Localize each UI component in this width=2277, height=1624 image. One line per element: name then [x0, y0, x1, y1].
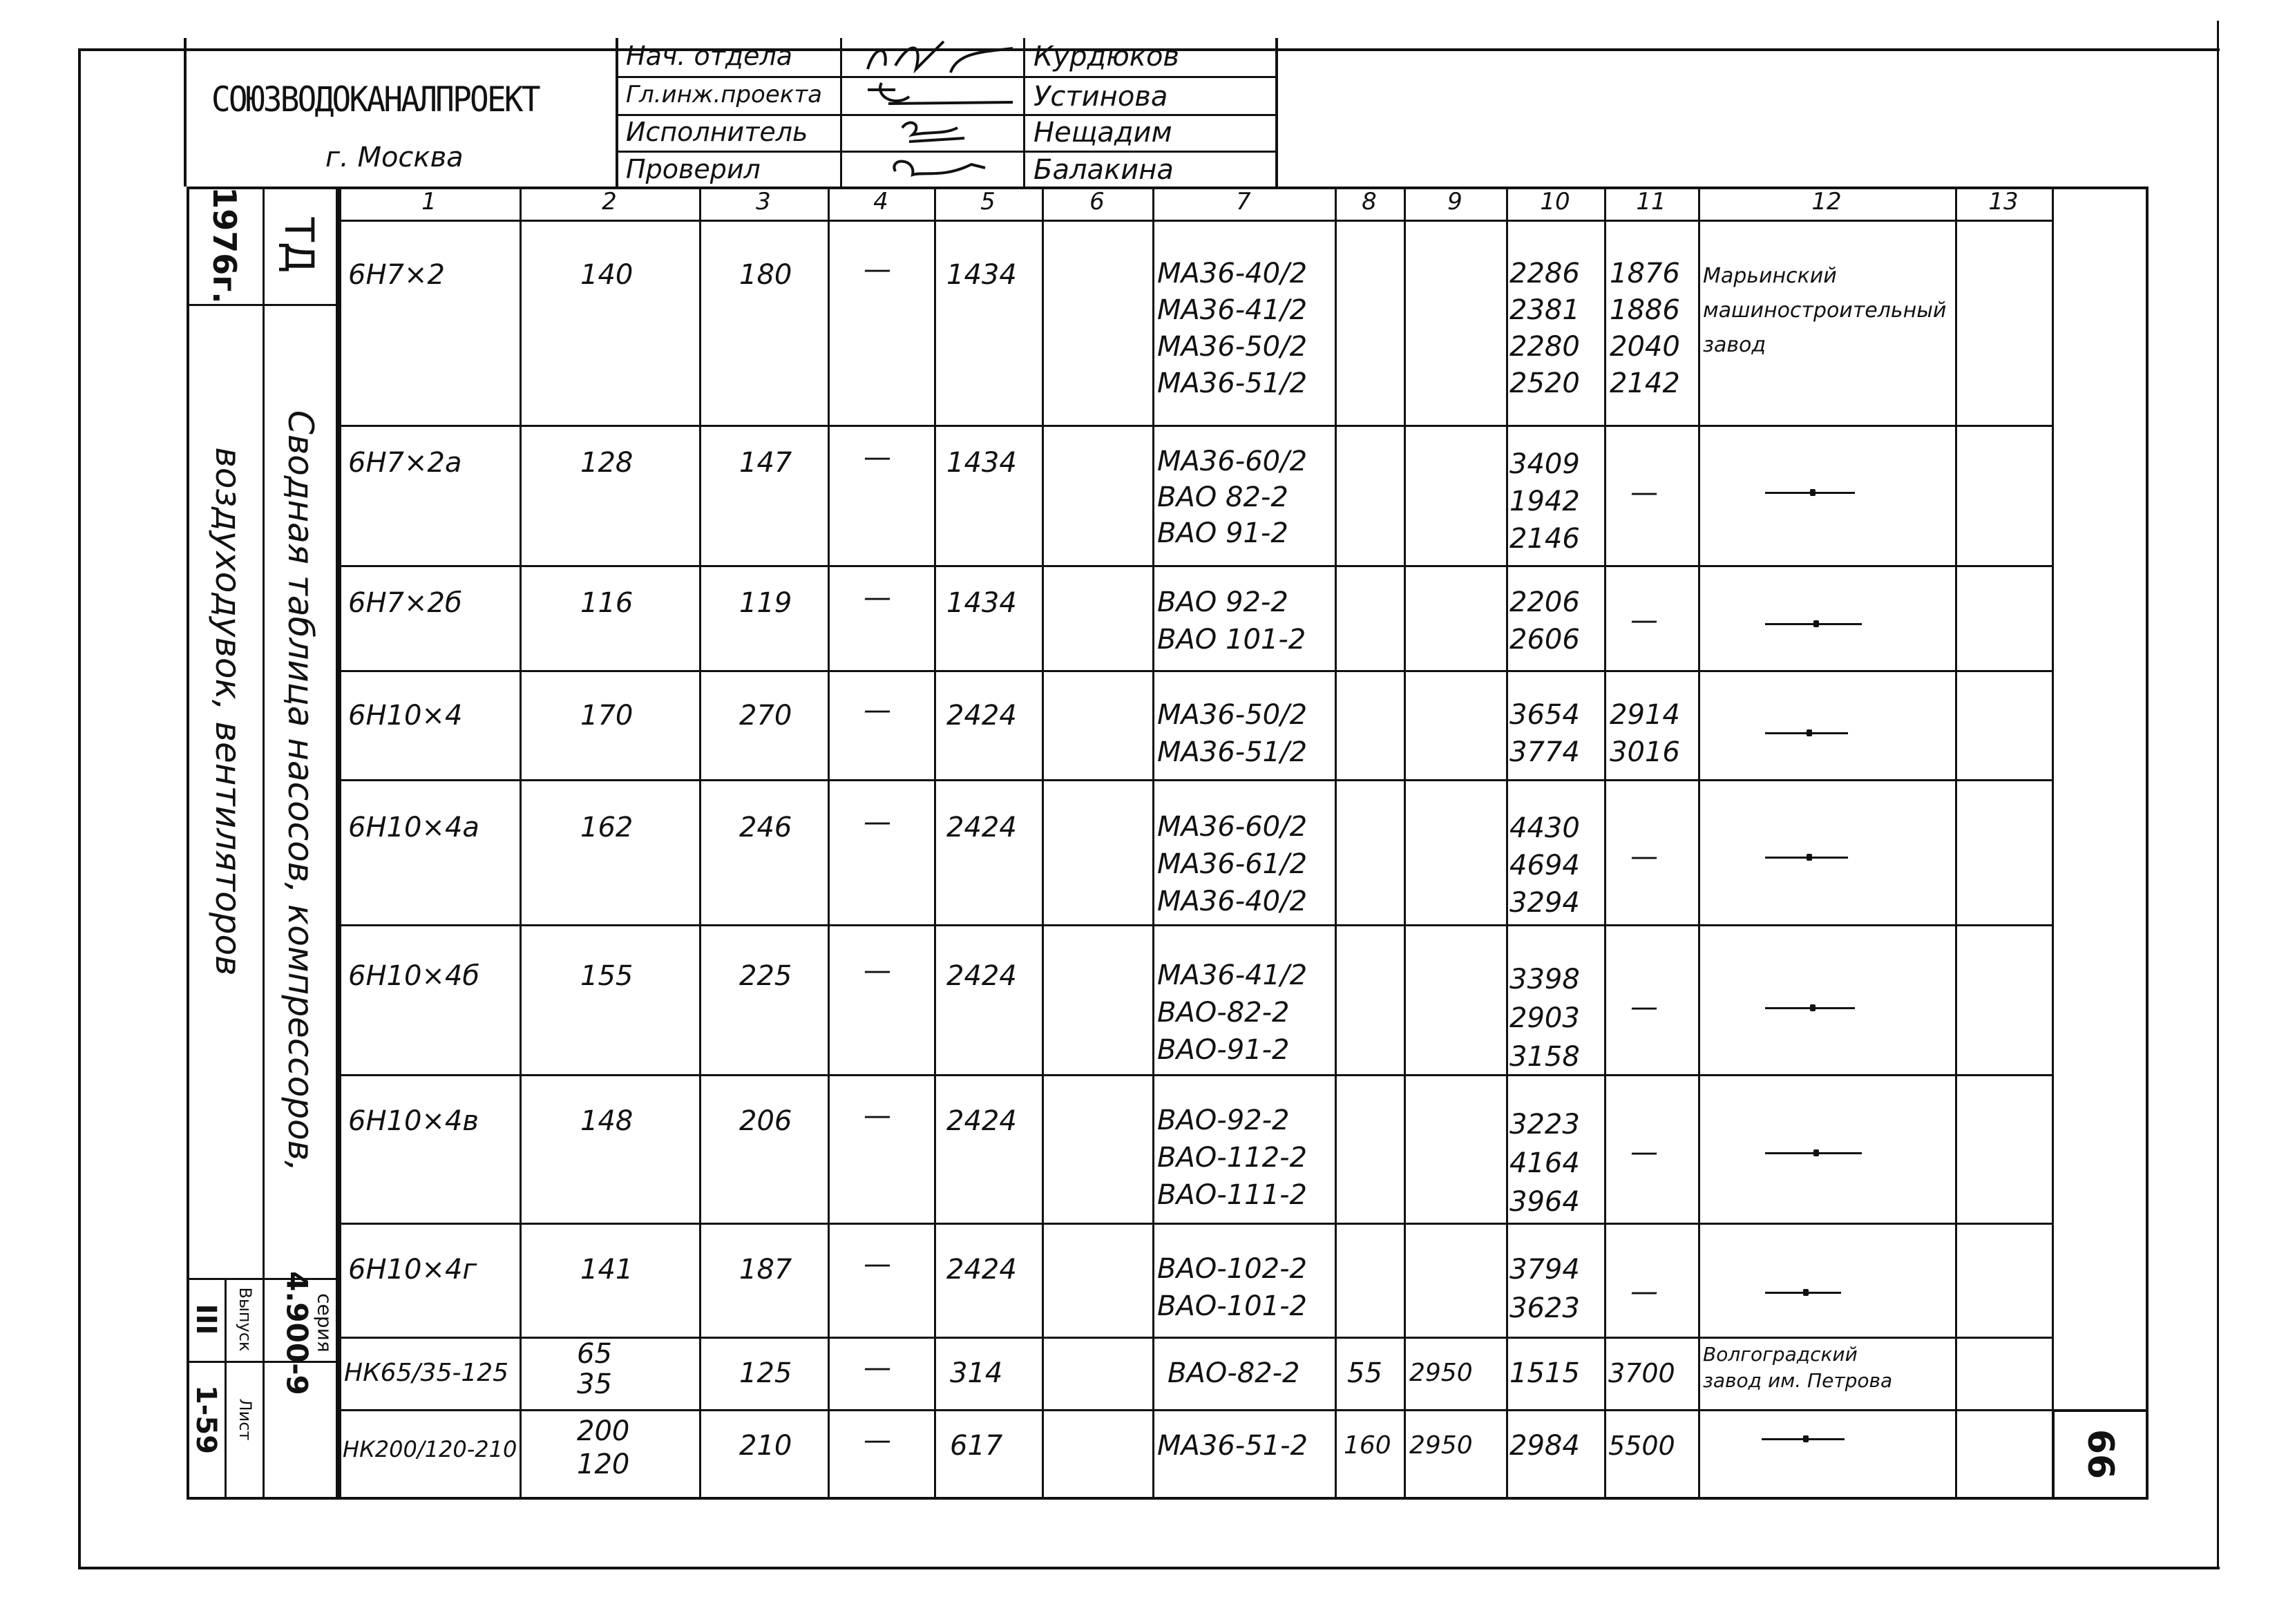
cell-r3-c7: ВАО 92-2 ВАО 101-2 [1157, 586, 1306, 656]
cell-r9-c4: — [864, 1352, 891, 1384]
col-header-6: 6 [1089, 188, 1105, 216]
col-header-2: 2 [602, 188, 617, 216]
cell-r4-c5: 2424 [946, 700, 1017, 732]
cell-r9-c2: 65 35 [577, 1338, 612, 1400]
cell-r9-c7: ВАО-82-2 [1168, 1357, 1300, 1389]
cell-r9-c11: 3700 [1608, 1358, 1675, 1388]
col-header-11: 11 [1636, 188, 1666, 216]
cell-r3-c10: 2206 2606 [1509, 586, 1580, 656]
cell-r4-c1: 6Н10×4 [348, 700, 463, 732]
cell-r4-c2: 170 [580, 700, 633, 732]
cell-r7-c2: 148 [580, 1105, 633, 1137]
page-number: 66 [2079, 1429, 2121, 1480]
cell-r2-c10: 3409 1942 2146 [1509, 448, 1580, 555]
cell-r8-c11: — [1630, 1276, 1658, 1308]
cell-r1-c1: 6Н7×2 [348, 259, 445, 291]
cell-r8-c2: 141 [580, 1254, 633, 1286]
cell-r8-c7: ВАО-102-2 ВАО-101-2 [1157, 1253, 1307, 1322]
col-header-13: 13 [1988, 188, 2019, 216]
cell-r6-c12-ditto [1765, 1007, 1855, 1009]
cell-r5-c1: 6Н10×4а [348, 812, 479, 843]
cell-r8-c1: 6Н10×4г [348, 1254, 477, 1286]
signature-2 [847, 76, 1020, 114]
cell-r9-c8: 55 [1347, 1357, 1382, 1389]
cell-r6-c10: 3398 2903 3158 [1509, 964, 1580, 1073]
document-code: ТД [276, 217, 323, 274]
cell-r5-c11: — [1630, 841, 1658, 872]
cell-r8-c3: 187 [739, 1254, 792, 1286]
cell-r9-c5: 314 [950, 1357, 1003, 1389]
cell-r4-c10: 3654 3774 [1509, 699, 1580, 768]
cell-r10-c1: НК200/120-210 [343, 1436, 517, 1462]
cell-r9-c3: 125 [739, 1357, 792, 1389]
stamp-role-4: Проверил [626, 154, 761, 184]
cell-r9-c12: Волгоградский завод им. Петрова [1703, 1343, 1893, 1392]
issue-label: Выпуск [236, 1287, 255, 1352]
cell-r9-c9: 2950 [1409, 1359, 1473, 1387]
stamp-name-2: Устинова [1033, 81, 1168, 113]
cell-r5-c2: 162 [580, 812, 633, 843]
cell-r6-c1: 6Н10×4б [348, 960, 480, 992]
pump-table [339, 187, 2149, 1499]
cell-r7-c1: 6Н10×4в [348, 1105, 479, 1137]
year: 1976г. [206, 187, 243, 304]
cell-r5-c10: 4430 4694 3294 [1509, 812, 1580, 919]
cell-r4-c12-ditto [1765, 732, 1848, 734]
cell-r7-c12-ditto [1765, 1152, 1862, 1154]
col-header-3: 3 [756, 188, 771, 216]
title-line-2: воздуходувок, вентиляторов [208, 447, 248, 976]
cell-r10-c2: 200 120 [577, 1415, 630, 1480]
cell-r3-c2: 116 [580, 587, 633, 619]
cell-r3-c11: — [1630, 604, 1658, 636]
cell-r8-c5: 2424 [946, 1254, 1017, 1286]
cell-r1-c4: — [864, 254, 891, 285]
side-panel [187, 187, 339, 1499]
cell-r6-c2: 155 [580, 960, 633, 992]
organization-name: СОЮЗВОДОКАНАЛПРОЕКТ [211, 79, 539, 120]
cell-r10-c7: МА36-51-2 [1157, 1430, 1308, 1462]
cell-r7-c11: — [1630, 1136, 1658, 1168]
cell-r10-c12-ditto [1762, 1438, 1845, 1440]
stamp-role-3: Исполнитель [626, 117, 808, 147]
cell-r6-c3: 225 [739, 960, 792, 992]
cell-r5-c7: МА36-60/2 МА36-61/2 МА36-40/2 [1157, 811, 1308, 917]
signature-1 [847, 38, 1020, 76]
cell-r1-c10: 2286 2381 2280 2520 [1509, 258, 1580, 399]
cell-r2-c4: — [864, 441, 891, 473]
col-header-4: 4 [873, 188, 888, 216]
cell-r10-c5: 617 [950, 1430, 1003, 1462]
stamp-name-3: Нещадим [1033, 117, 1172, 149]
cell-r3-c12-ditto [1765, 623, 1862, 625]
cell-r9-c10: 1515 [1509, 1357, 1580, 1389]
cell-r10-c10: 2984 [1509, 1430, 1580, 1462]
cell-r7-c5: 2424 [946, 1105, 1017, 1137]
series-label: серия [313, 1293, 336, 1353]
cell-r6-c4: — [864, 955, 891, 986]
cell-r4-c11: 2914 3016 [1610, 699, 1680, 768]
col-header-1: 1 [421, 188, 437, 216]
col-header-7: 7 [1236, 188, 1251, 216]
cell-r8-c12-ditto [1765, 1292, 1841, 1294]
sheet-label: Лист [236, 1398, 255, 1441]
cell-r2-c7: МА36-60/2 ВАО 82-2 ВАО 91-2 [1157, 446, 1308, 549]
title-line-1: Сводная таблица насосов, компрессоров, [280, 410, 321, 1172]
cell-r1-c7: МА36-40/2 МА36-41/2 МА36-50/2 МА36-51/2 [1157, 258, 1308, 399]
cell-r9-c1: НК65/35-125 [344, 1359, 509, 1387]
cell-r6-c7: МА36-41/2 ВАО-82-2 ВАО-91-2 [1157, 959, 1308, 1066]
sheet-number: 1-59 [190, 1384, 222, 1455]
cell-r1-c3: 180 [739, 259, 792, 291]
organization-city: г. Москва [325, 142, 464, 173]
cell-r4-c4: — [864, 694, 891, 726]
stamp-role-1: Нач. отдела [626, 41, 793, 71]
cell-r5-c4: — [864, 806, 891, 838]
cell-r7-c3: 206 [739, 1105, 792, 1137]
stamp-name-1: Курдюков [1033, 41, 1179, 73]
cell-r3-c5: 1434 [946, 587, 1017, 619]
col-header-9: 9 [1447, 188, 1463, 216]
cell-r2-c2: 128 [580, 447, 633, 479]
issue-number: III [190, 1303, 222, 1335]
cell-r1-c2: 140 [580, 259, 633, 291]
cell-r2-c12-ditto [1765, 492, 1855, 494]
cell-r7-c10: 3223 4164 3964 [1509, 1109, 1580, 1218]
title-block [184, 38, 1289, 187]
cell-r1-c11: 1876 1886 2040 2142 [1610, 258, 1680, 399]
cell-r1-c12: Марьинский машиностроительный завод [1703, 264, 1947, 357]
cell-r3-c3: 119 [739, 587, 792, 619]
stamp-role-2: Гл.инж.проекта [626, 81, 822, 108]
cell-r1-c5: 1434 [946, 259, 1017, 291]
cell-r6-c5: 2424 [946, 960, 1017, 992]
page-number-box [2052, 1409, 2149, 1499]
col-header-8: 8 [1362, 188, 1377, 216]
cell-r10-c9: 2950 [1409, 1431, 1473, 1460]
cell-r8-c10: 3794 3623 [1509, 1254, 1580, 1324]
cell-r2-c3: 147 [739, 447, 792, 479]
cell-r10-c4: — [864, 1424, 891, 1456]
cell-r7-c7: ВАО-92-2 ВАО-112-2 ВАО-111-2 [1157, 1105, 1307, 1211]
cell-r5-c5: 2424 [946, 812, 1017, 843]
cell-r5-c12-ditto [1765, 857, 1848, 859]
cell-r2-c5: 1434 [946, 447, 1017, 479]
cell-r3-c1: 6Н7×2б [348, 587, 462, 619]
cell-r5-c3: 246 [739, 812, 792, 843]
cell-r2-c11: — [1630, 477, 1658, 508]
cell-r7-c4: — [864, 1100, 891, 1131]
stamp-name-4: Балакина [1033, 154, 1174, 186]
cell-r4-c7: МА36-50/2 МА36-51/2 [1157, 699, 1308, 768]
cell-r3-c4: — [864, 582, 891, 613]
signature-3 [847, 114, 1020, 152]
cell-r4-c3: 270 [739, 700, 792, 732]
cell-r10-c11: 5500 [1608, 1431, 1675, 1461]
cell-r10-c3: 210 [739, 1430, 792, 1462]
col-header-12: 12 [1811, 188, 1842, 216]
cell-r6-c11: — [1630, 991, 1658, 1023]
cell-r8-c4: — [864, 1248, 891, 1280]
col-header-10: 10 [1540, 188, 1570, 216]
cell-r2-c1: 6Н7×2а [348, 447, 462, 479]
signature-4 [847, 151, 1020, 189]
col-header-5: 5 [980, 188, 995, 216]
series-number: 4.900-9 [280, 1271, 314, 1395]
cell-r10-c8: 160 [1344, 1431, 1391, 1460]
